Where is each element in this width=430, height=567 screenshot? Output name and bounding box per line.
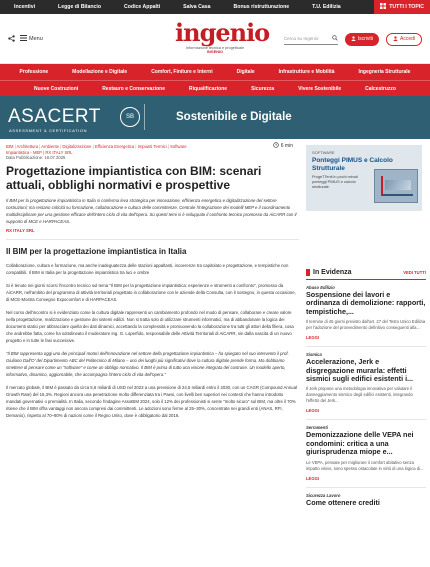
article-author[interactable]: RX ITALY SRL [6,228,35,233]
article-paragraph: Nel corso dell'incontro si è evidenziato come la cultura digitale rappresenti un cambiamento profondo nel modo di pensare, collaborare e creare valore nella progettazione, realizzazione e gestione dei sistemi edilizi. Non si tratta solo di utilizzare strumenti informatici, ma di abbandonare la logica dei documenti statici per abbracciare quella dei dati dinamici, accettando la complessità e promuovendo la collaborazione tra tutti gli attori della filiera, cosa che andrebbe fatta, come ha sottolineato il moderatore Ing. G. Loperfido, responsabile delle Attività Territoriali di AiCARR, sin dalla nascita di un nuovo progetto e in tutte le fasi successive. [6,310,294,343]
logo-tagline: Informazione tecnica e progettuale [185,46,245,50]
clock-icon [273,142,279,150]
card-title[interactable]: Sospensione dei lavori e ordinanza di demolizione: rapporti, tempistiche,... [306,290,426,316]
grid-icon [380,3,386,11]
search-icon[interactable] [332,35,338,42]
menu-button[interactable] [20,35,43,43]
site-header [0,14,430,64]
nav-item[interactable]: Restauro e Conservazione [102,85,165,92]
card-category[interactable]: Serramenti [306,425,328,431]
card-description: Il termine di 45 giorni previsto dall'art. 27 del Testo Unico Edilizia per l'adozione del provvedimento definitivo conseguenti alla... [306,319,426,331]
nav-item[interactable]: Vivere Sostenibile [298,85,342,92]
site-logo[interactable] [175,18,270,54]
card-description: Il Jerk propone una metodologia innovativa per valutare il danneggiamento sismico degli edifici esistenti, integrando l'effetto del Jerk... [306,386,413,404]
card-description: Le VEPA, pensate per migliorare il comfort abitativo senza impatto visivo, sono spesso ostacolate in virtù di una logica di... [306,459,424,471]
breadcrumb-item[interactable]: Software [170,144,187,149]
article-paragraph: Si è tenuto nei giorni scorsi l'incontro tecnico sul tema "Il BIM per la progettazione impiantistica: esperienze e strumenti a confronto", promosso da AiCARR, nell'ambito del programma di attività territoriali progettato in collaborazione con le aziende della Consulta, con il sostegno, in questa occasione, di MCE-Mostra Convegno Expocomfort e di HARPACEAS. [6,283,296,302]
card-title[interactable]: Accelerazione, Jerk e disgregazione murarla: effetti sismici sugli edifici esistenti i... [306,357,414,384]
topic-link[interactable]: Bonus ristrutturazione [233,4,290,10]
read-more-link[interactable]: LEGGI [306,475,320,481]
featured-card[interactable] [306,488,426,513]
signup-button[interactable] [345,33,379,46]
topic-link[interactable]: T.U. Edilizia [312,4,341,10]
breadcrumb-item[interactable]: Impianti Termici [137,144,167,149]
header-right [284,33,422,46]
nav-item[interactable]: Comfort, Finiture e Interni [151,69,213,75]
topic-link[interactable]: Legge di Bilancio [58,4,101,10]
section-heading: Il BIM per la progettazione impiantistica in Italia [6,247,187,256]
breadcrumb-item[interactable]: Digitalizzazione [62,144,92,149]
read-more-link[interactable]: LEGGI [306,408,320,414]
banner-claim: Sostenibile e Digitale [176,111,292,123]
topic-links [0,4,364,10]
nav-item[interactable]: Ingegneria Strutturale [358,69,411,75]
search-input[interactable] [284,34,338,45]
sidebar [306,139,426,513]
card-category[interactable]: Abuso Edilizio [306,285,335,290]
breadcrumb-item[interactable]: Ambiente [41,144,59,149]
signup-label: Iscriviti [357,36,373,43]
breadcrumb: BIM | Architettura | Ambiente | Digitalizzazione | Efficienza Energetica | Impianti Termici | Software Impiantistica - MEP | RX ITALY SRL [6,144,187,155]
hamburger-icon [20,35,27,43]
card-title[interactable]: Come ottenere crediti [306,497,380,507]
nav-item[interactable]: Calcestruzzo [365,85,396,92]
banner-brand: ASACERT [8,106,101,127]
card-category[interactable]: Sicurezza Lavoro [306,492,341,498]
ad-brand: SOFTWARE [312,150,335,155]
banner-sb-logo: SB [120,107,140,127]
ad-headline: Ponteggi PIMUS e Calcolo Strutturale [312,157,393,172]
top-bar [0,0,430,14]
article-quote: "Il BIM rappresenta oggi uno dei principali motori dell'innovazione nel settore della progettazione impiantistica – ha spiegato nel suo intervento il prof. Giuliano Dall'O' del Dipartimento ABC del Politecnico di Milano – uno dei luoghi più significativi dove la cultura digitale prende forma. Ma dobbiamo smettere di pensare come un "software" e come un obbligo normativo. Il BIM è prima di tutto una visione integrata del costruire. Un modello aperto, informativo, dinamico, aggiornabile, che accompagna l'intero ciclo di vita dell'opera." [6,351,289,377]
user-icon [351,36,356,43]
header-left [8,35,43,44]
breadcrumb-item[interactable]: Efficienza Energetica [94,144,135,149]
nav-item[interactable]: Sicurezza [251,85,275,92]
divider [6,239,299,240]
view-all-link[interactable]: VEDI TUTTI [403,270,426,275]
banner-divider [144,104,145,130]
article-intro: Il BIM per la progettazione impiantistica in Italia si conferma leva strategica per innovazione, efficienza energetica e digitalizzazione del settore costruzioni; ma restano criticità su formazione, collaborazione e cultura delle committenze. Centrale l'integrazione dei modelli MEP e il coordinamento multidisciplinare per una gestione efficace dell'intero ciclo di vita dell'opera. Su questi temi si è sviluppato il confronto tecnico promosso da AiCARR con il supporto di MCE e HARPACEAS. [6,198,297,224]
featured-card[interactable] [306,347,426,420]
featured-card[interactable] [306,420,426,487]
read-time-value: 6 min [280,143,293,149]
nav-item[interactable]: Riqualificazione [189,85,228,92]
logo-tagline-brand: INGENIO [206,50,224,54]
article-title: Progettazione impiantistica con BIM: scenari attuali, obblighi normativi e prospettive [6,164,262,192]
in-evidenza-title [306,269,352,276]
share-icon[interactable] [8,35,15,44]
ad-banner[interactable] [0,96,430,139]
sidebar-ad[interactable] [306,145,422,211]
ad-screenshot-image [374,169,418,203]
banner-brand-sub: ASSESSMENT & CERTIFICATION [9,128,88,133]
topic-link[interactable]: Salva Casa [183,4,211,10]
login-label: Accedi [399,36,415,43]
breadcrumb-item[interactable]: Impiantistica - MEP | RX ITALY SRL [6,149,73,155]
nav-item[interactable]: Nuove Costruzioni [34,85,79,92]
nav-item[interactable]: Professione [19,69,49,75]
search-placeholder: Cerca su Ingenio [283,36,319,42]
topic-link[interactable]: Codice Appalti [124,4,161,10]
nav-row [0,64,430,80]
read-more-link[interactable]: LEGGI [306,335,320,341]
publication-date: Data Pubblicazione: 16.07.2025 [6,155,66,160]
in-evidenza-label: In Evidenza [313,269,352,276]
all-topics-label: TUTTI I TOPIC [389,4,424,10]
breadcrumb-item[interactable]: BIM [6,144,14,149]
breadcrumb-item[interactable]: Architettura [16,144,39,149]
main-nav [0,64,430,96]
article-paragraph: Il mercato globale, il BIM è passato da circa 5,6 miliardi di USD nel 2023 a una previsione di 24,5 miliardi entro il 2030, con un CAGR (Compound Annual Growth Rate) del 16,3%. Regioni ancora una penetrazione molto differenziata tra i Paesi, con livelli ben superiori nei contesti che hanno introdotto mandati governativi o premialità. In Italia, secondo l'indagine AssoBIM 2024, solo il 12% dei professionisti si sente "molto sicuro" sul BIM, ma oltre il 70% ritiene che il BIM offra vantaggi non ancora compresi dai committenti. Le adozioni sono ferme al 25–30%, concentrate nei grandi enti (ANAS, RFI, Demanio), rispetto al 70–80% di nazioni come il Regno Unito, dove è obbligatorio dal 2016. [6,385,297,418]
featured-card[interactable] [306,280,426,347]
nav-item[interactable]: Digitale [236,69,255,75]
nav-item[interactable]: Modellazione e Digitale [72,69,128,75]
card-title[interactable]: Demonizzazione delle VEPA nei condomini: critica a una giurisprudenza miope e... [306,430,414,457]
topic-link[interactable]: Incentivi [14,4,36,10]
nav-item[interactable]: Infrastrutture e Mobilità [278,69,335,75]
all-topics-button[interactable] [374,0,430,14]
menu-label: Menu [29,36,43,43]
nav-row [0,80,430,96]
accent-bar [306,269,310,276]
read-time [273,142,293,150]
login-button[interactable] [386,33,422,46]
ad-text: ProgeTTenti in pochi minuti ponteggi PIMUS e calcolo strutturale [312,175,358,189]
logo-word: ingenio [175,18,270,47]
article-paragraph: Collaborazione, cultura e formazione, ma anche inadeguatezza delle stazioni appaltanti, incoerenze tra capitolato e progettazione, e tempistiche non compatibili. Il BIM in Italia per la progettazione impiantistica tra luci e ombre [6,263,289,275]
user-icon [393,36,398,43]
in-evidenza-header [306,269,426,280]
card-category[interactable]: Sismica [306,352,322,358]
article [6,139,299,425]
